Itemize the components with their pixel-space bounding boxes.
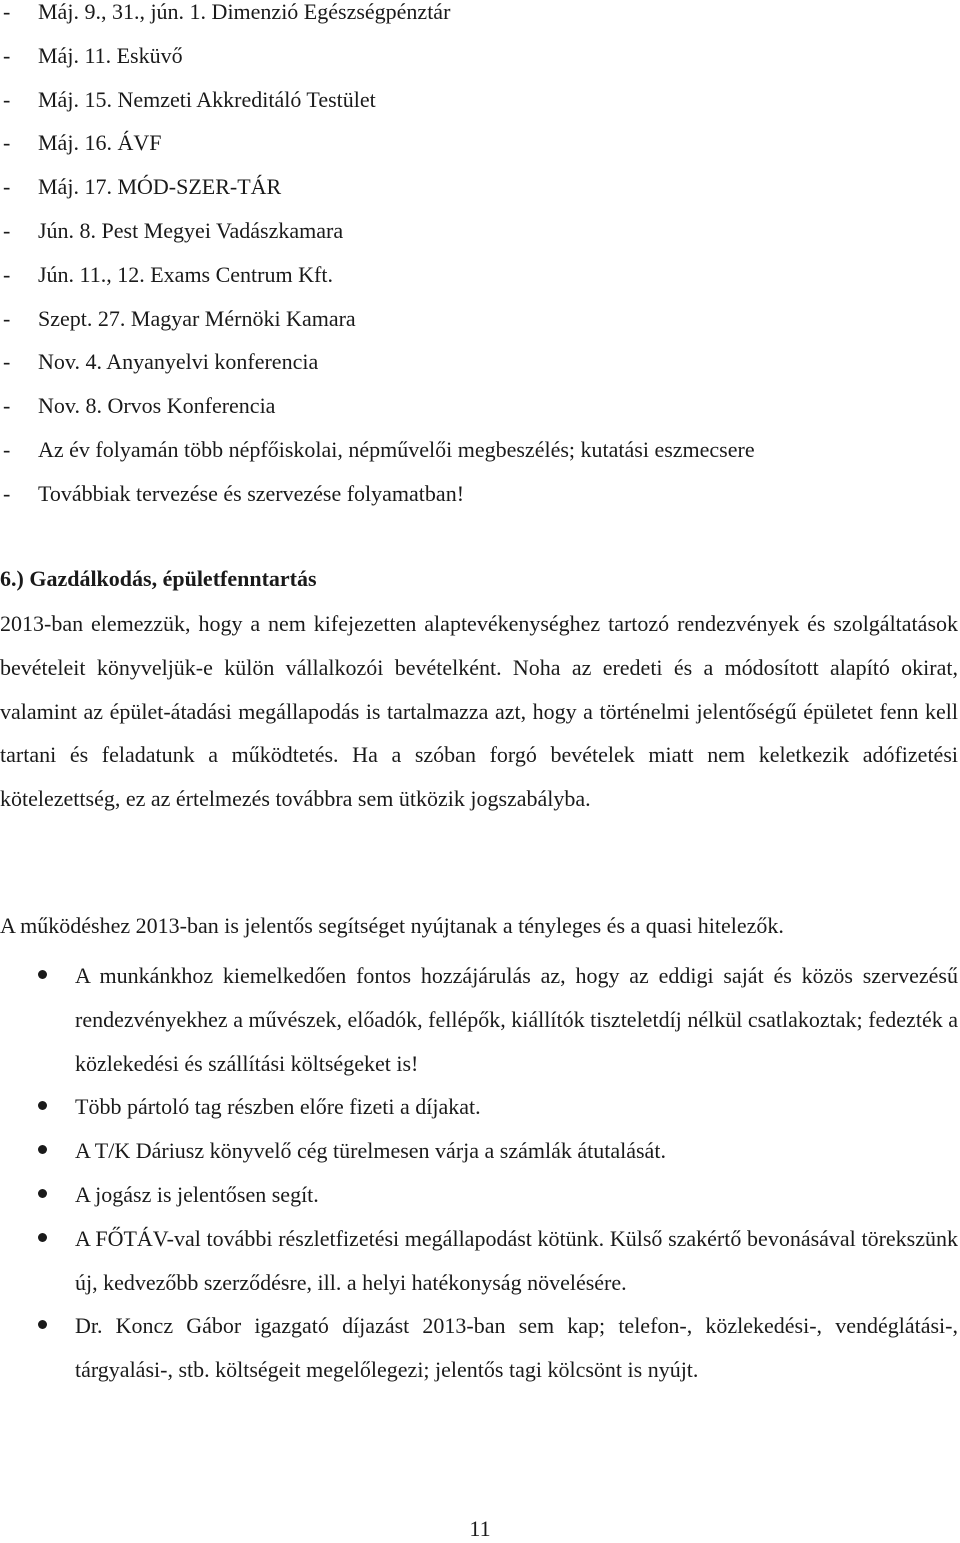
- list-item: - Nov. 4. Anyanyelvi konferencia: [0, 345, 960, 389]
- list-item: Dr. Koncz Gábor igazgató díjazást 2013-ban sem kap; telefon-, közlekedési-, vendéglátási-, tárgyalási-, stb. költségeit megelőlegezi; jelentős tagi kölcsönt is nyújt.: [0, 1304, 958, 1392]
- page-number: 11: [469, 1516, 491, 1541]
- bullet-dot-icon: [38, 1145, 47, 1154]
- dash-marker: -: [3, 86, 11, 112]
- list-item: A FŐTÁV-val további részletfizetési megállapodást kötünk. Külső szakértő bevonásával törekszünk új, kedvezőbb szerződésre, ill. a helyi hatékonyság növelésére.: [0, 1217, 958, 1305]
- list-item: - Az év folyamán több népfőiskolai, népművelői megbeszélés; kutatási eszmecsere: [0, 433, 960, 477]
- bullet-dot-icon: [38, 1189, 47, 1198]
- dash-marker: -: [3, 217, 11, 243]
- list-item: A T/K Dáriusz könyvelő cég türelmesen várja a számlák átutalását.: [0, 1129, 958, 1173]
- dash-marker: -: [3, 480, 11, 506]
- dash-marker: -: [3, 174, 11, 200]
- list-item: Több pártoló tag részben előre fizeti a díjakat.: [0, 1085, 958, 1129]
- bullet-dot-icon: [38, 1101, 47, 1110]
- list-item: - Máj. 16. ÁVF: [0, 126, 960, 170]
- dash-marker: -: [3, 349, 11, 375]
- list-item: - Szept. 27. Magyar Mérnöki Kamara: [0, 302, 960, 346]
- dash-marker: -: [3, 130, 11, 156]
- list-item: - Máj. 9., 31., jún. 1. Dimenzió Egészségpénztár: [0, 0, 960, 39]
- list-item: - Jún. 11., 12. Exams Centrum Kft.: [0, 258, 960, 302]
- dash-marker: -: [3, 436, 11, 462]
- dash-marker: -: [3, 305, 11, 331]
- list-item: - Nov. 8. Orvos Konferencia: [0, 389, 960, 433]
- event-list: [0, 0, 960, 521]
- list-item: A jogász is jelentősen segít.: [0, 1173, 958, 1217]
- dash-marker: -: [3, 261, 11, 287]
- body-paragraph: 2013-ban elemezzük, hogy a nem kifejezetten alaptevékenységhez tartozó rendezvények és szolgáltatások bevételeit könyveljük-e külön vállalkozói bevételként. Noha az eredeti és a módosított alapító okirat, valamint az épület-átadási megállapodás is tartalmazza azt, hogy a történelmi jelentőségű épületet fenn kell tartani és feladatunk a működtetés. Ha a szóban forgó bevételek miatt nem keletkezik adófizetési kötelezettség, ez az értelmezés továbbra sem ütközik jogszabályba.: [0, 611, 958, 812]
- bullet-dot-icon: [38, 970, 47, 979]
- bullet-dot-icon: [38, 1320, 47, 1329]
- dash-marker: -: [3, 0, 11, 24]
- list-item: - Továbbiak tervezése és szervezése folyamatban!: [0, 477, 960, 521]
- list-item: - Máj. 15. Nemzeti Akkreditáló Testület: [0, 83, 960, 127]
- list-item: - Máj. 17. MÓD-SZER-TÁR: [0, 170, 960, 214]
- body-paragraph: A működéshez 2013-ban is jelentős segítséget nyújtanak a tényleges és a quasi hitelezők.: [0, 913, 784, 938]
- bullet-dot-icon: [38, 1233, 47, 1242]
- list-item: A munkánkhoz kiemelkedően fontos hozzájárulás az, hogy az eddigi saját és közös szervezésű rendezvényekhez a művészek, előadók, fellépők, kiállítók tiszteletdíj nélkül csatlakoztak; fedezték a közlekedési és szállítási költségeket is!: [0, 954, 958, 1085]
- bullet-list: [0, 954, 958, 1392]
- dash-marker: -: [3, 393, 11, 419]
- dash-marker: -: [3, 42, 11, 68]
- section-heading: 6.) Gazdálkodás, épületfenntartás: [0, 566, 317, 591]
- list-item: - Máj. 11. Esküvő: [0, 39, 960, 83]
- list-item: - Jún. 8. Pest Megyei Vadászkamara: [0, 214, 960, 258]
